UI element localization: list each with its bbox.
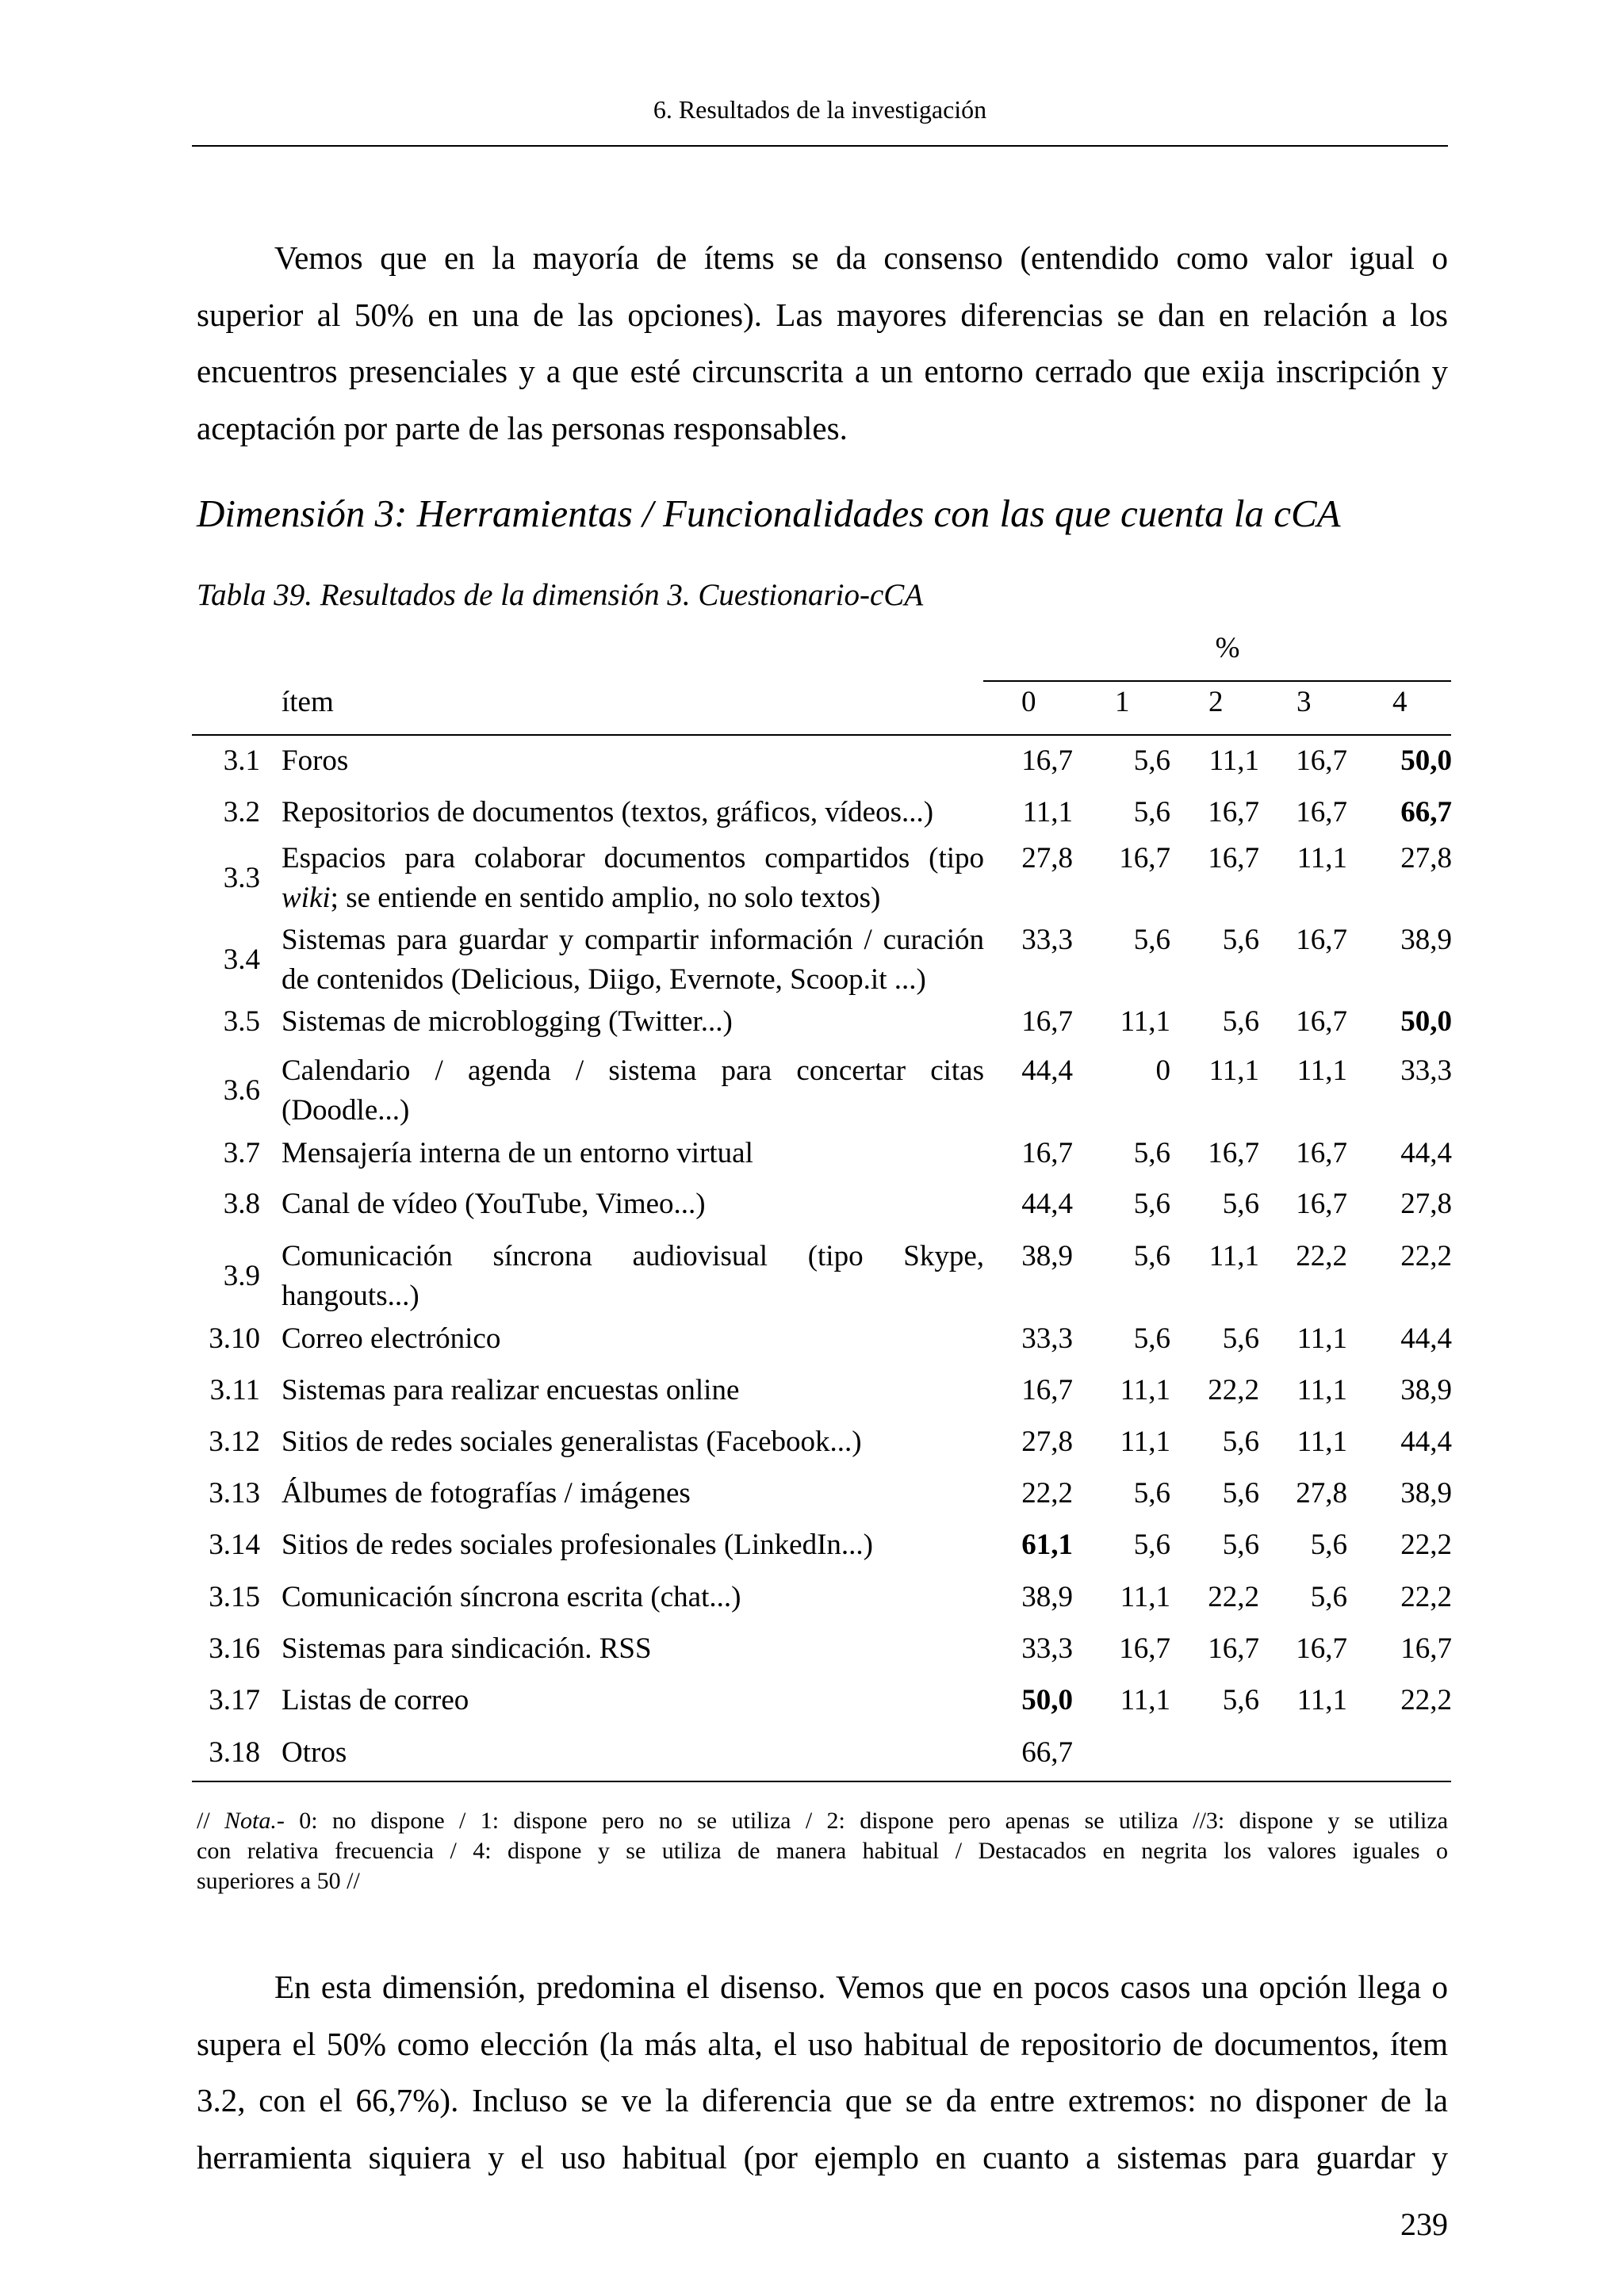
item-label [282, 1733, 984, 1773]
value-col-0: 38,9 [1021, 1240, 1073, 1272]
value-col-0: 33,3 [1021, 1322, 1073, 1355]
paragraph-line: superior al 50% en una de las opciones). Las mayores diferencias se dan en relación a los [197, 296, 1448, 333]
item-label [282, 1051, 984, 1131]
item-label [282, 1134, 984, 1173]
paragraph-line: supera el 50% como elección (la más alta, el uso habitual de repositorio de documentos, ítem [197, 2025, 1448, 2062]
value-col-1: 5,6 [1133, 1137, 1170, 1169]
item-label-line: Sitios de redes sociales profesionales (LinkedIn...) [282, 1529, 873, 1561]
value-col-1: 11,1 [1120, 1374, 1170, 1406]
item-label-line: wiki; se entiende en sentido amplio, no solo textos) [282, 882, 881, 914]
value-col-0: 16,7 [1021, 1374, 1073, 1406]
item-label [282, 1422, 984, 1462]
percent-header: % [1215, 632, 1240, 664]
value-col-1: 5,6 [1133, 744, 1170, 777]
item-label-line: (Doodle...) [282, 1094, 410, 1127]
item-label [282, 1184, 984, 1224]
item-label-line: Correo electrónico [282, 1322, 501, 1355]
paragraph-line: 3.2, con el 66,7%). Incluso se ve la diferencia que se da entre extremos: no disponer de la [197, 2082, 1448, 2118]
item-label-line: Listas de correo [282, 1684, 469, 1716]
value-col-0: 11,1 [1022, 796, 1073, 828]
value-col-4: 44,4 [1400, 1322, 1452, 1355]
value-col-4: 38,9 [1400, 924, 1452, 956]
value-col-0: 27,8 [1021, 842, 1073, 874]
item-number: 3.1 [223, 744, 260, 777]
value-col-4: 44,4 [1400, 1425, 1452, 1458]
value-col-1: 5,6 [1133, 1529, 1170, 1561]
value-col-2: 22,2 [1208, 1374, 1259, 1406]
value-col-0: 50,0 [1021, 1684, 1073, 1716]
value-col-2: 22,2 [1208, 1581, 1259, 1613]
item-number: 3.2 [223, 796, 260, 828]
value-col-0: 38,9 [1021, 1581, 1073, 1613]
item-label-line: Comunicación síncrona audiovisual (tipo Skype, [282, 1240, 984, 1272]
column-header-1: 1 [1115, 686, 1130, 718]
value-col-2: 5,6 [1222, 1425, 1259, 1458]
item-number: 3.6 [223, 1074, 260, 1107]
item-label [282, 741, 984, 781]
value-col-4: 66,7 [1400, 796, 1452, 828]
item-number: 3.9 [223, 1260, 260, 1292]
value-col-1: 11,1 [1120, 1684, 1170, 1716]
value-col-4: 22,2 [1400, 1581, 1452, 1613]
note-line: superiores a 50 // [197, 1868, 360, 1894]
item-label-line: Mensajería interna de un entorno virtual [282, 1137, 753, 1169]
item-number: 3.14 [209, 1529, 260, 1561]
value-col-3: 11,1 [1297, 842, 1347, 874]
note-line: con relativa frecuencia / 4: dispone y se utiliza de manera habitual / Destacados en negrita los valores iguales o [197, 1838, 1448, 1864]
item-label [282, 920, 984, 1000]
value-col-2: 16,7 [1208, 1632, 1259, 1665]
item-number: 3.18 [209, 1736, 260, 1769]
item-number: 3.10 [209, 1322, 260, 1355]
value-col-2: 5,6 [1222, 1322, 1259, 1355]
value-col-2: 5,6 [1222, 924, 1259, 956]
item-number: 3.7 [223, 1137, 260, 1169]
value-col-3: 5,6 [1310, 1529, 1347, 1561]
value-col-2: 5,6 [1222, 1529, 1259, 1561]
item-label-line: Sistemas de microblogging (Twitter...) [282, 1005, 733, 1038]
section-heading: Dimensión 3: Herramientas / Funcionalidades con las que cuenta la cCA [197, 492, 1341, 535]
value-col-1: 5,6 [1133, 924, 1170, 956]
value-col-0: 44,4 [1021, 1054, 1073, 1087]
value-col-0: 33,3 [1021, 1632, 1073, 1665]
value-col-4: 50,0 [1400, 1005, 1452, 1038]
item-label [282, 1525, 984, 1565]
item-label [282, 1002, 984, 1042]
value-col-4: 33,3 [1400, 1054, 1452, 1087]
value-col-3: 11,1 [1297, 1684, 1347, 1716]
item-label [282, 1319, 984, 1359]
value-col-4: 38,9 [1400, 1477, 1452, 1510]
value-col-2: 5,6 [1222, 1005, 1259, 1038]
value-col-4: 44,4 [1400, 1137, 1452, 1169]
item-number: 3.3 [223, 862, 260, 894]
value-col-4: 38,9 [1400, 1374, 1452, 1406]
value-col-3: 16,7 [1296, 1005, 1347, 1038]
value-col-2: 5,6 [1222, 1188, 1259, 1220]
item-label [282, 1681, 984, 1720]
value-col-2: 5,6 [1222, 1477, 1259, 1510]
value-col-2: 5,6 [1222, 1684, 1259, 1716]
item-number: 3.13 [209, 1477, 260, 1510]
item-number: 3.4 [223, 943, 260, 976]
value-col-2: 16,7 [1208, 796, 1259, 828]
paragraph-line: En esta dimensión, predomina el disenso. Vemos que en pocos casos una opción llega o [274, 1969, 1448, 2005]
item-label-line: Otros [282, 1736, 347, 1769]
table-top-rule [192, 734, 1451, 736]
item-number: 3.16 [209, 1632, 260, 1665]
value-col-1: 5,6 [1133, 1322, 1170, 1355]
value-col-4: 22,2 [1400, 1684, 1452, 1716]
item-label-line: Sitios de redes sociales generalistas (Facebook...) [282, 1425, 862, 1458]
value-col-1: 11,1 [1120, 1005, 1170, 1038]
value-col-0: 16,7 [1021, 744, 1073, 777]
item-label [282, 1629, 984, 1669]
closing-paragraph [197, 1959, 1448, 2186]
value-col-1: 5,6 [1133, 1240, 1170, 1272]
intro-paragraph [197, 230, 1448, 457]
value-col-3: 16,7 [1296, 744, 1347, 777]
value-col-3: 16,7 [1296, 1632, 1347, 1665]
value-col-3: 11,1 [1297, 1054, 1347, 1087]
column-header-0: 0 [1021, 686, 1036, 718]
value-col-3: 11,1 [1297, 1322, 1347, 1355]
value-col-0: 16,7 [1021, 1005, 1073, 1038]
column-header-3: 3 [1297, 686, 1312, 718]
item-label-line: Sistemas para sindicación. RSS [282, 1632, 652, 1665]
value-col-1: 11,1 [1120, 1425, 1170, 1458]
value-col-0: 27,8 [1021, 1425, 1073, 1458]
item-label-line: Álbumes de fotografías / imágenes [282, 1477, 691, 1510]
item-number: 3.15 [209, 1581, 260, 1613]
item-number: 3.12 [209, 1425, 260, 1458]
item-label [282, 793, 984, 832]
value-col-2: 16,7 [1208, 842, 1259, 874]
value-col-4: 27,8 [1400, 1188, 1452, 1220]
value-col-4: 50,0 [1400, 744, 1452, 777]
value-col-2: 11,1 [1208, 744, 1259, 777]
item-label-line: Espacios para colaborar documentos compartidos (tipo [282, 842, 984, 874]
column-header-2: 2 [1208, 686, 1224, 718]
note-line: // Nota.- 0: no dispone / 1: dispone pero no se utiliza / 2: dispone pero apenas se utiliza //3: dispone y se utiliza [197, 1808, 1449, 1834]
item-label-line: Sistemas para guardar y compartir información / curación [282, 924, 984, 956]
value-col-3: 11,1 [1297, 1425, 1347, 1458]
value-col-3: 16,7 [1296, 796, 1347, 828]
value-col-0: 61,1 [1021, 1529, 1073, 1561]
value-col-2: 11,1 [1208, 1240, 1259, 1272]
paragraph-line: aceptación por parte de las personas responsables. [197, 409, 848, 446]
item-label-line: Foros [282, 744, 349, 777]
item-label [282, 1474, 984, 1513]
header-rule [192, 145, 1448, 147]
table-bottom-rule [192, 1781, 1451, 1782]
table-caption: Tabla 39. Resultados de la dimensión 3. Cuestionario-cCA [197, 578, 924, 612]
value-col-4: 22,2 [1400, 1240, 1452, 1272]
value-col-3: 11,1 [1297, 1374, 1347, 1406]
value-col-0: 66,7 [1021, 1736, 1073, 1769]
value-col-3: 16,7 [1296, 924, 1347, 956]
table-note [197, 1806, 1448, 1896]
item-label [282, 839, 984, 918]
running-head: 6. Resultados de la investigación [653, 95, 987, 124]
value-col-3: 16,7 [1296, 1137, 1347, 1169]
value-col-2: 11,1 [1208, 1054, 1259, 1087]
value-col-0: 22,2 [1021, 1477, 1073, 1510]
value-col-4: 27,8 [1400, 842, 1452, 874]
paragraph-line: herramienta siquiera y el uso habitual (por ejemplo en cuanto a sistemas para guardar y [197, 2138, 1448, 2175]
percent-header-rule [983, 680, 1451, 682]
value-col-4: 16,7 [1400, 1632, 1452, 1665]
value-col-4: 22,2 [1400, 1529, 1452, 1561]
value-col-3: 22,2 [1296, 1240, 1347, 1272]
item-column-header: ítem [282, 686, 334, 718]
item-label-line: Sistemas para realizar encuestas online [282, 1374, 740, 1406]
page-number: 239 [1400, 2206, 1448, 2242]
item-label-line: Calendario / agenda / sistema para concertar citas [282, 1054, 984, 1087]
value-col-2: 16,7 [1208, 1137, 1259, 1169]
item-number: 3.17 [209, 1684, 260, 1716]
value-col-1: 16,7 [1119, 1632, 1170, 1665]
item-number: 3.11 [209, 1374, 260, 1406]
value-col-1: 5,6 [1133, 1188, 1170, 1220]
value-col-0: 33,3 [1021, 924, 1073, 956]
value-col-1: 5,6 [1133, 1477, 1170, 1510]
item-label [282, 1371, 984, 1410]
value-col-1: 0 [1155, 1054, 1170, 1087]
value-col-0: 44,4 [1021, 1188, 1073, 1220]
item-number: 3.5 [223, 1005, 260, 1038]
item-label [282, 1578, 984, 1617]
value-col-0: 16,7 [1021, 1137, 1073, 1169]
column-header-4: 4 [1392, 686, 1408, 718]
item-number: 3.8 [223, 1188, 260, 1220]
value-col-3: 27,8 [1296, 1477, 1347, 1510]
value-col-1: 5,6 [1133, 796, 1170, 828]
value-col-3: 5,6 [1310, 1581, 1347, 1613]
value-col-1: 11,1 [1120, 1581, 1170, 1613]
paragraph-line: encuentros presenciales y a que esté circunscrita a un entorno cerrado que exija inscripción y [197, 353, 1448, 389]
item-label-line: hangouts...) [282, 1280, 419, 1312]
item-label-line: Canal de vídeo (YouTube, Vimeo...) [282, 1188, 706, 1220]
item-label [282, 1237, 984, 1316]
item-label-line: de contenidos (Delicious, Diigo, Evernote, Scoop.it ...) [282, 963, 926, 996]
item-label-line: Repositorios de documentos (textos, gráficos, vídeos...) [282, 796, 934, 828]
paragraph-line: Vemos que en la mayoría de ítems se da consenso (entendido como valor igual o [274, 239, 1448, 276]
item-label-line: Comunicación síncrona escrita (chat...) [282, 1581, 741, 1613]
value-col-1: 16,7 [1119, 842, 1170, 874]
value-col-3: 16,7 [1296, 1188, 1347, 1220]
